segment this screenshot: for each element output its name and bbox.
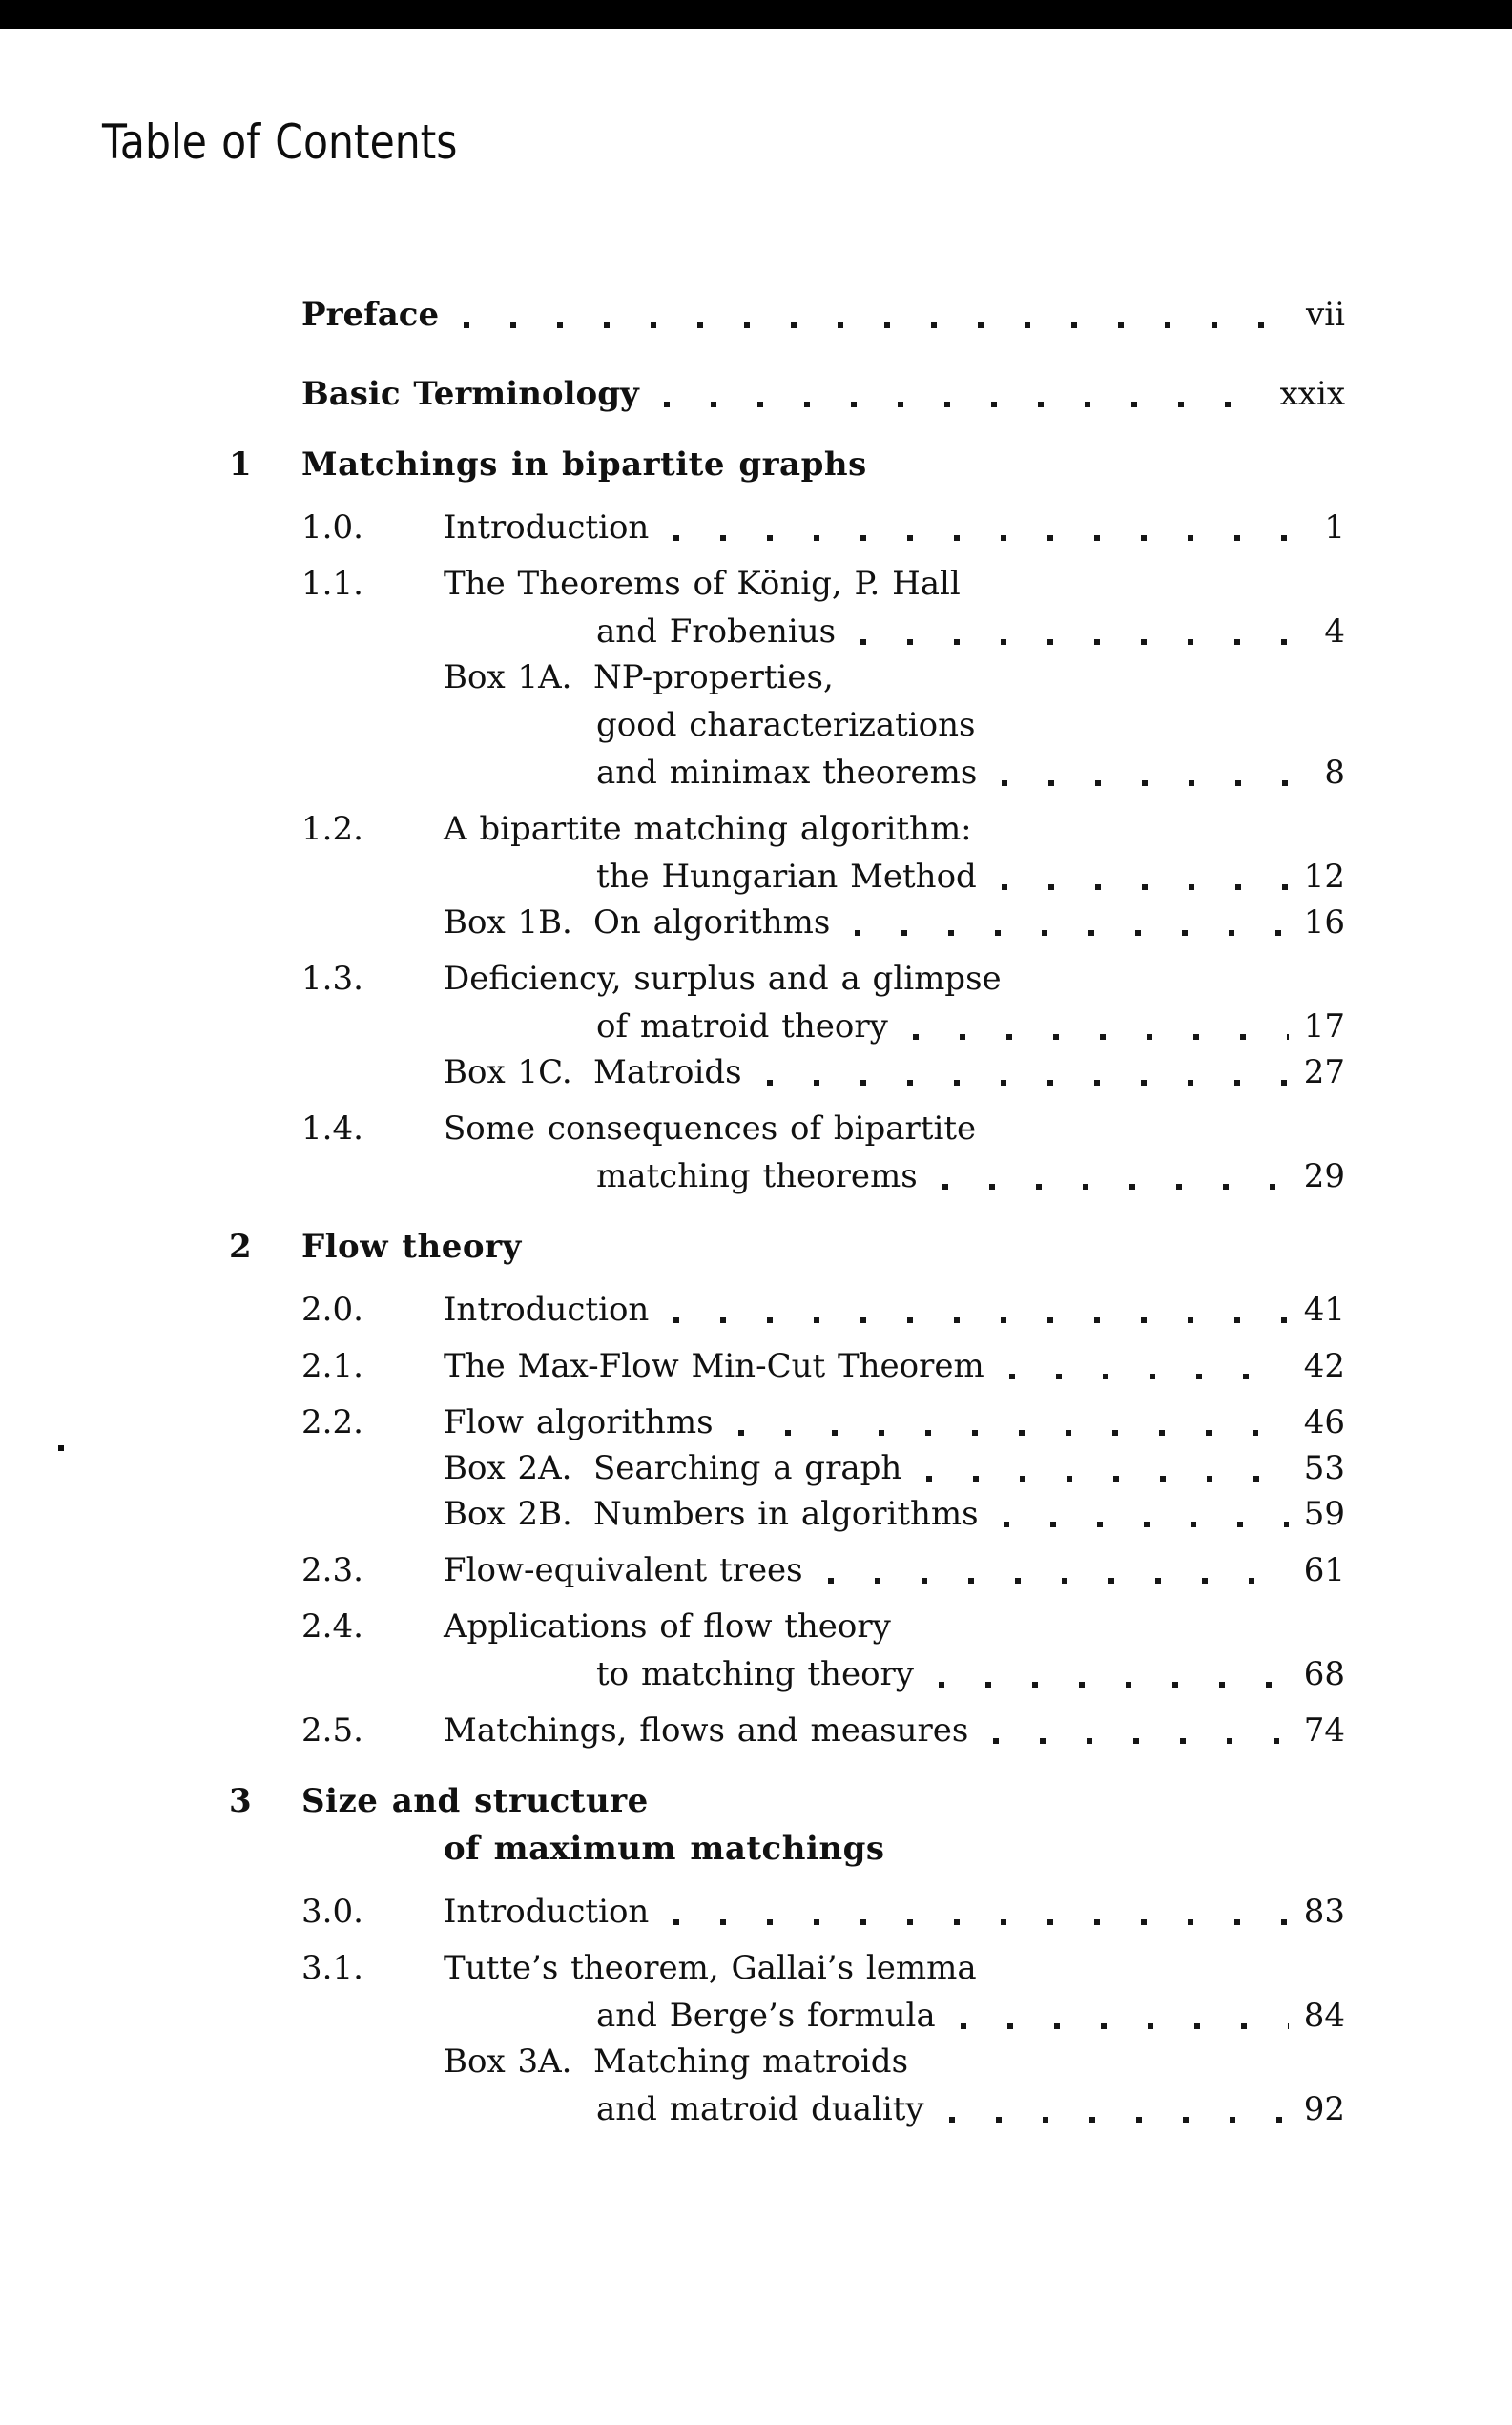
toc-line [0,1944,1345,1992]
toc-line [0,749,1345,797]
page-number: 8 [1324,754,1345,792]
section-number: 2.3. [301,1551,363,1589]
toc-entry [0,560,1512,655]
dot-leader [738,1430,1289,1436]
dot-leader [1002,780,1309,786]
toc-line [0,1777,1345,1825]
dot-leader [664,402,1265,407]
toc-entry [0,1048,1512,1096]
toc-entry [0,955,1512,1050]
toc-entry [0,1105,1512,1200]
section-number: 2.1. [301,1347,363,1385]
toc-line [0,1286,1345,1334]
chapter-number: 1 [229,446,253,484]
toc-line [0,1992,1345,2040]
dot-leader [828,1578,1289,1584]
toc-line [0,805,1345,853]
toc-entry [0,1342,1512,1390]
page-number: 16 [1303,903,1345,942]
entry-title: Flow algorithms [444,1403,714,1441]
section-number: 1.3. [301,960,363,998]
entry-title: Flow theory [301,1228,522,1266]
dot-leader [926,1476,1288,1482]
entry-title: and matroid duality [596,2090,924,2128]
section-number: 1.0. [301,508,363,547]
entry-title: The Theorems of König, P. Hall [444,565,961,603]
page-number: 4 [1324,612,1345,651]
entry-title: Flow-equivalent trees [444,1551,803,1589]
section-number: 2.2. [301,1403,363,1441]
toc-line [0,853,1345,901]
entry-title: to matching theory [596,1655,915,1693]
toc-line [0,1707,1345,1754]
entry-title: Tutte’s theorem, Gallai’s lemma [444,1949,977,1987]
section-number: 3.1. [301,1949,363,1987]
toc-line [0,1048,1345,1096]
page-number: xxix [1279,375,1345,413]
toc-entry [0,1286,1512,1334]
box-label: Box 2B. [444,1495,572,1533]
dot-leader [993,1738,1288,1744]
page-number: 29 [1303,1157,1345,1195]
section-number: 1.2. [301,810,363,848]
toc-line [0,1444,1345,1492]
toc-line [0,1223,1345,1271]
toc-line [0,2038,1345,2085]
section-number: 3.0. [301,1893,363,1931]
dot-leader [939,1682,1289,1688]
page-number: 41 [1303,1291,1345,1329]
page-number: 46 [1303,1403,1345,1441]
toc-line [0,1603,1345,1650]
entry-title: of matroid theory [596,1007,888,1046]
toc-line [0,1003,1345,1050]
dot-leader [1004,1522,1289,1527]
entry-title: Preface [301,296,440,334]
page-number: 59 [1303,1495,1345,1533]
dot-leader [860,639,1309,645]
toc-line [0,653,1345,701]
page-title: Table of Contents [102,114,458,170]
toc-line [0,955,1345,1003]
entry-title: good characterizations [596,706,976,744]
entry-title: Basic Terminology [301,375,639,413]
box-label: Box 1C. [444,1053,572,1091]
entry-title: and Berge’s formula [596,1997,936,2035]
entry-title: On algorithms [593,903,831,942]
toc-line [0,608,1345,655]
toc-line [0,1888,1345,1936]
dot-leader [1009,1374,1289,1379]
page-number: 53 [1303,1449,1345,1487]
toc-entry [0,1223,1512,1271]
toc-entry [0,805,1512,901]
page-number: 74 [1303,1711,1345,1750]
entry-title: The Max-Flow Min-Cut Theorem [444,1347,984,1385]
toc-entry [0,1888,1512,1936]
entry-title: Some consequences of bipartite [444,1109,977,1148]
page-number: 68 [1303,1655,1345,1693]
box-label: Box 1B. [444,903,572,942]
entry-title: Deficiency, surplus and a glimpse [444,960,1002,998]
entry-title: and minimax theorems [596,754,978,792]
toc-line [0,441,1345,488]
toc-line [0,370,1345,418]
entry-title: Matchings, flows and measures [444,1711,969,1750]
toc-entry [0,1777,1512,1873]
toc-line [0,1152,1345,1200]
entry-title: and Frobenius [596,612,837,651]
toc-entry [0,291,1512,339]
toc-line [0,1105,1345,1152]
toc-entry [0,899,1512,946]
entry-title: Matching matroids [593,2042,909,2081]
page-number: 42 [1303,1347,1345,1385]
dot-leader [913,1034,1289,1040]
page-number: 83 [1303,1893,1345,1931]
entry-title: A bipartite matching algorithm: [444,810,972,848]
page-number: 17 [1303,1007,1345,1046]
dot-leader [942,1184,1289,1190]
page-number: 92 [1303,2090,1345,2128]
toc-entry [0,370,1512,418]
toc-line [0,504,1345,551]
toc-line [0,1825,1345,1873]
section-number: 2.5. [301,1711,363,1750]
section-number: 2.4. [301,1607,363,1646]
dot-leader [961,2023,1289,2029]
entry-title: Numbers in algorithms [593,1495,979,1533]
toc-list [0,291,1512,2133]
entry-title: matching theorems [596,1157,918,1195]
entry-title: Matroids [593,1053,742,1091]
dot-leader [949,2117,1289,2123]
dot-leader [673,535,1309,541]
entry-title: Searching a graph [593,1449,902,1487]
toc-line [0,899,1345,946]
dot-leader [673,1919,1288,1925]
toc-entry [0,1944,1512,2040]
page-number: 61 [1303,1551,1345,1589]
box-label: Box 2A. [444,1449,572,1487]
chapter-number: 3 [229,1782,253,1820]
section-number: 1.1. [301,565,363,603]
toc-line [0,1490,1345,1538]
entry-title: NP-properties, [593,658,834,696]
page-number: 27 [1303,1053,1345,1091]
dot-leader [464,322,1291,328]
toc-entry [0,1399,1512,1446]
toc-entry [0,1707,1512,1754]
toc-entry [0,1490,1512,1538]
toc-line [0,701,1345,749]
toc-line [0,291,1345,339]
entry-title: Introduction [444,1291,650,1329]
dot-leader [673,1317,1288,1323]
section-number: 1.4. [301,1109,363,1148]
toc-entry [0,2038,1512,2133]
toc-entry [0,1444,1512,1492]
dot-leader [1002,884,1289,890]
box-label: Box 3A. [444,2042,572,2081]
entry-title: the Hungarian Method [596,858,977,896]
toc-line [0,2085,1345,2133]
page-number: vii [1306,296,1345,334]
toc-line [0,1546,1345,1594]
page-number: 84 [1303,1997,1345,2035]
chapter-number: 2 [229,1228,253,1266]
toc-entry [0,653,1512,797]
entry-title: Introduction [444,508,650,547]
toc-entry [0,441,1512,488]
toc-entry [0,1546,1512,1594]
page-number: 12 [1303,858,1345,896]
toc-line [0,1399,1345,1446]
dot-leader [767,1080,1289,1086]
box-label: Box 1A. [444,658,572,696]
entry-title: Matchings in bipartite graphs [301,446,867,484]
entry-title: Size and structure [301,1782,649,1820]
entry-title: Applications of flow theory [444,1607,891,1646]
toc-line [0,1342,1345,1390]
page-number: 1 [1324,508,1345,547]
scan-edge-bar [0,0,1512,29]
toc-entry [0,504,1512,551]
entry-title: Introduction [444,1893,650,1931]
toc-line [0,560,1345,608]
dot-leader [855,930,1288,936]
section-number: 2.0. [301,1291,363,1329]
toc-entry [0,1603,1512,1698]
entry-title: of maximum matchings [444,1830,885,1868]
toc-line [0,1650,1345,1698]
